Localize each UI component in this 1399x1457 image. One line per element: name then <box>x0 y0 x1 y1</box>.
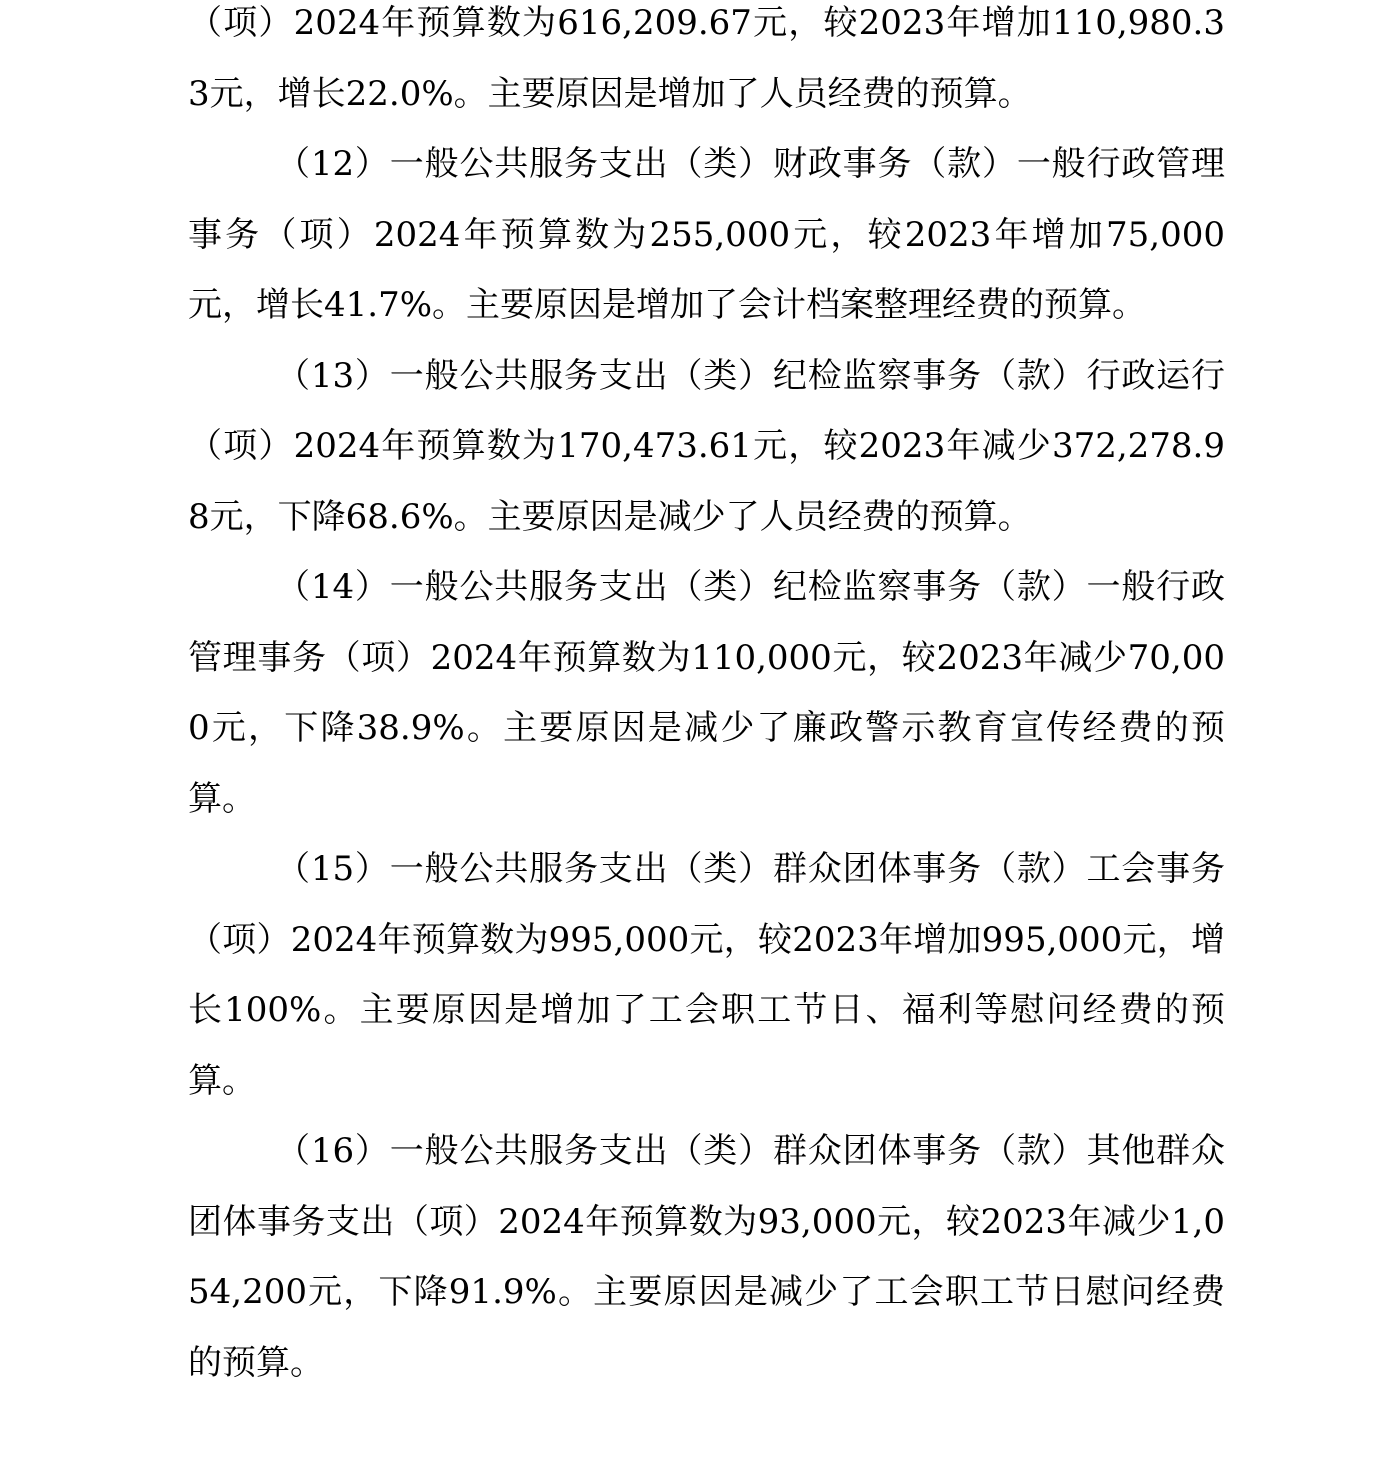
document-body <box>188 0 1225 1398</box>
paragraph-13: （13）一般公共服务支出（类）纪检监察事务（款）行政运行（项）2024年预算数为170,473.61元，较2023年减少372,278.98元，下降68.6%。主要原因是减少了人员经费的预算。 <box>188 355 1225 537</box>
paragraph-11-continuation: （项）2024年预算数为616,209.67元，较2023年增加110,980.33元，增长22.0%。主要原因是增加了人员经费的预算。 <box>188 3 1225 114</box>
paragraph-15: （15）一般公共服务支出（类）群众团体事务（款）工会事务（项）2024年预算数为995,000元，较2023年增加995,000元，增长100%。主要原因是增加了工会职工节日、福利等慰问经费的预算。 <box>188 849 1225 1101</box>
paragraph-16: （16）一般公共服务支出（类）群众团体事务（款）其他群众团体事务支出（项）2024年预算数为93,000元，较2023年减少1,054,200元，下降91.9%。主要原因是减少了工会职工节日慰问经费的预算。 <box>188 1131 1225 1383</box>
paragraph-12: （12）一般公共服务支出（类）财政事务（款）一般行政管理事务（项）2024年预算数为255,000元，较2023年增加75,000元，增长41.7%。主要原因是增加了会计档案整理经费的预算。 <box>188 144 1225 325</box>
paragraph-14: （14）一般公共服务支出（类）纪检监察事务（款）一般行政管理事务（项）2024年预算数为110,000元，较2023年减少70,000元，下降38.9%。主要原因是减少了廉政警示教育宣传经费的预算。 <box>188 567 1225 819</box>
